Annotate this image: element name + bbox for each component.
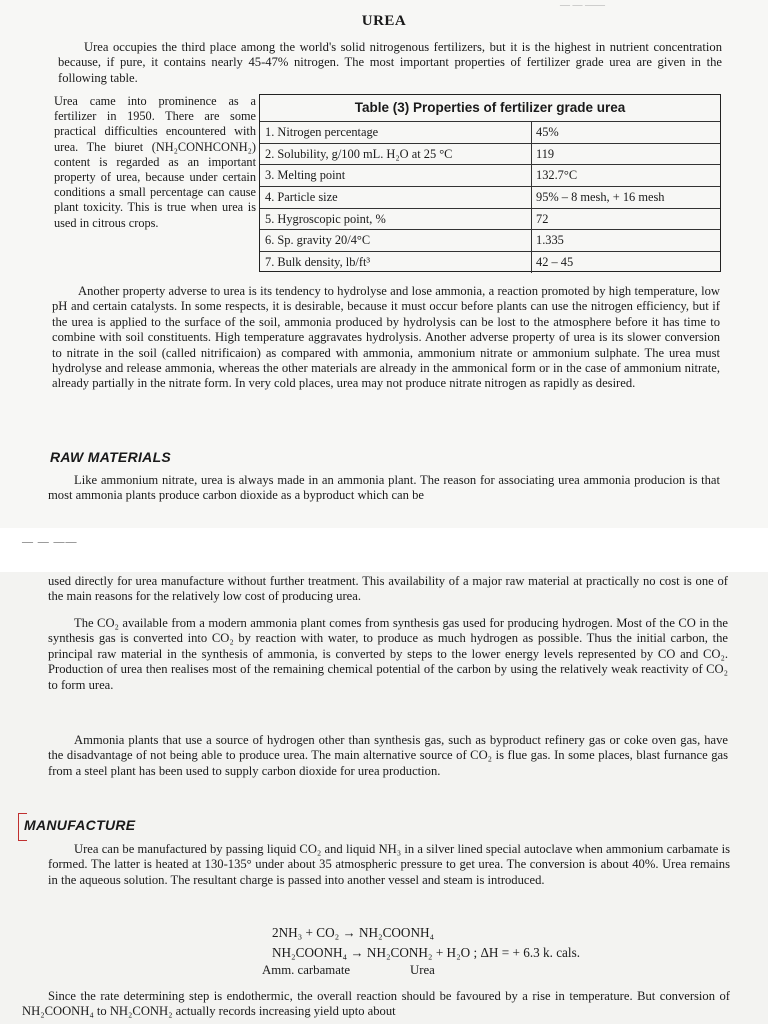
paragraph-continuation bbox=[48, 574, 728, 605]
paragraph-co2-source bbox=[48, 616, 728, 693]
table-cell-value: 95% – 8 mesh, + 16 mesh bbox=[536, 190, 665, 205]
intro-paragraph bbox=[58, 40, 722, 86]
paragraph-alternatives bbox=[48, 733, 728, 779]
equation-carbamate: 2NH₃ + CO₂ → NH₂COONH₄ bbox=[272, 925, 435, 940]
paragraph-text: Urea can be manufactured by passing liquid CO₂ and liquid NH₃ in a silver lined special autoclave when ammonium carbamate is formed. The latter is heated at 130-135° under about 35 atmospheric pressure to get urea. The conversion is about 40%. Urea remains in the aqueous solution. The resultant charge is passed into another vessel and steam is introduced. bbox=[48, 842, 730, 887]
heading-bracket-mark bbox=[18, 813, 27, 841]
page-break bbox=[0, 528, 768, 572]
equation-urea: NH₂COONH₄ → NH₂CONH₂ + H₂O ; ΔH = + 6.3 k. cals. bbox=[272, 945, 580, 960]
paragraph-text: Another property adverse to urea is its tendency to hydrolyse and lose ammonia, a reaction promoted by high temperature, low pH and certain catalysts. In some respects, it is desirable, because it must occur before plants can use the nitrogen efficiency, but if the urea is applied to the surface of the soil, ammonia produced by hydrolysis can be lost to the atmosphere before it has time to combine with soil constituents. High temperature aggravates hydrolysis. Another adverse property of urea is its slower conversion to nitrate in the soil (called nitrificaion) as compared with ammonia, ammonium nitrate or ammonium sulphate. The urea must hydrolyse and release ammonia, whereas the other materials are already in the ammonical form or in the case of ammonium nitrate, already partially in the nitrate form. In very cold places, urea may not produce nitrate nitrogen as rapidly as desired. bbox=[52, 284, 720, 391]
manufacture-heading-text: MANUFACTURE bbox=[24, 817, 136, 833]
paragraph-text: Like ammonium nitrate, urea is always made in an ammonia plant. The reason for associating urea ammonia producion is that most ammonia plants produce carbon dioxide as a byproduct which can be bbox=[48, 473, 720, 503]
table-caption: Table (3) Properties of fertilizer grade urea bbox=[354, 100, 626, 115]
table-row bbox=[260, 251, 720, 273]
page-top-mark: — — —— bbox=[560, 0, 605, 11]
table-cell-value: 42 – 45 bbox=[536, 255, 574, 270]
properties-table bbox=[259, 94, 721, 272]
table-row bbox=[260, 143, 720, 165]
table-cell-property: 2. Solubility, g/100 mL. H₂O at 25 °C bbox=[260, 144, 532, 165]
table-cell-value: 119 bbox=[536, 146, 555, 161]
table-cell-property: 3. Melting point bbox=[260, 165, 532, 186]
equation-label-urea: Urea bbox=[410, 963, 435, 977]
table-row bbox=[260, 164, 720, 186]
table-cell-property: 4. Particle size bbox=[260, 187, 532, 208]
paragraph-text: used directly for urea manufacture without further treatment. This availability of a major raw material at practically no cost is one of the main reasons for the relatively low cost of producing urea. bbox=[48, 574, 728, 604]
table-cell-property: 1. Nitrogen percentage bbox=[260, 122, 532, 143]
side-paragraph bbox=[54, 94, 256, 231]
paragraph-rate-step bbox=[22, 989, 730, 1020]
paragraph-manufacture bbox=[48, 842, 730, 888]
table-cell-value: 72 bbox=[536, 211, 549, 226]
document-title: UREA bbox=[361, 13, 407, 29]
table-cell-value: 132.7°C bbox=[536, 168, 578, 183]
intro-text: Urea occupies the third place among the world's solid nitrogenous fertilizers, but it is the highest in nutrient concentration because, if pure, it contains nearly 45-47% nitrogen. The most important properties of fertilizer grade urea are given in the following table. bbox=[58, 40, 722, 85]
equation-label-carbamate: Amm. carbamate bbox=[262, 963, 351, 977]
paragraph-text: Since the rate determining step is endothermic, the overall reaction should be favoured by a rise in temperature. But conversion of NH₂COONH₄ to NH₂CONH₂ actually records increasing yield upto about bbox=[22, 989, 730, 1019]
raw-materials-heading: RAW MATERIALS bbox=[50, 449, 172, 465]
table-cell-property: 6. Sp. gravity 20/4°C bbox=[260, 230, 532, 251]
table-cell-value: 1.335 bbox=[536, 233, 564, 248]
table-cell-property: 7. Bulk density, lb/ft³ bbox=[260, 252, 532, 273]
page-number-mark: — — —— bbox=[22, 536, 78, 548]
table-row bbox=[260, 121, 720, 143]
side-text: Urea came into prominence as a fertilizer in 1950. There are some practical difficulties encountered with urea. The biuret (NH₂CONHCONH₂) content is regarded as an important property of urea, because under certain conditions a small percentage can cause plant toxicity. This is true when urea is used in citrous crops. bbox=[54, 94, 256, 230]
table-row bbox=[260, 186, 720, 208]
paragraph-hydrolysis bbox=[52, 284, 720, 392]
paragraph-text: The CO₂ available from a modern ammonia plant comes from synthesis gas used for producing hydrogen. Most of the CO in the synthesis gas is converted into CO₂ by reaction with water, to produce as much hydrogen as possible. Thus the initial carbon, the principal raw material in the synthesis of ammonia, is converted by steps to the lower energy levels represented by CO and CO₂. Production of urea then realises most of the remaining chemical potential of the carbon by using the relatively weak reactivity of CO₂ to form urea. bbox=[48, 616, 728, 692]
table-row bbox=[260, 208, 720, 230]
table-row bbox=[260, 229, 720, 251]
paragraph-text: Ammonia plants that use a source of hydrogen other than synthesis gas, such as byproduct refinery gas or coke oven gas, have the disadvantage of not being able to produce urea. The main alternative source of CO₂ is flue gas. In some places, blast furnance gas from a steel plant has been used to supply carbon dioxide for urea production. bbox=[48, 733, 728, 778]
table-cell-value: 45% bbox=[536, 125, 559, 139]
table-cell-property: 5. Hygroscopic point, % bbox=[260, 209, 532, 230]
paragraph-raw-materials bbox=[48, 473, 720, 504]
manufacture-heading bbox=[24, 817, 135, 833]
